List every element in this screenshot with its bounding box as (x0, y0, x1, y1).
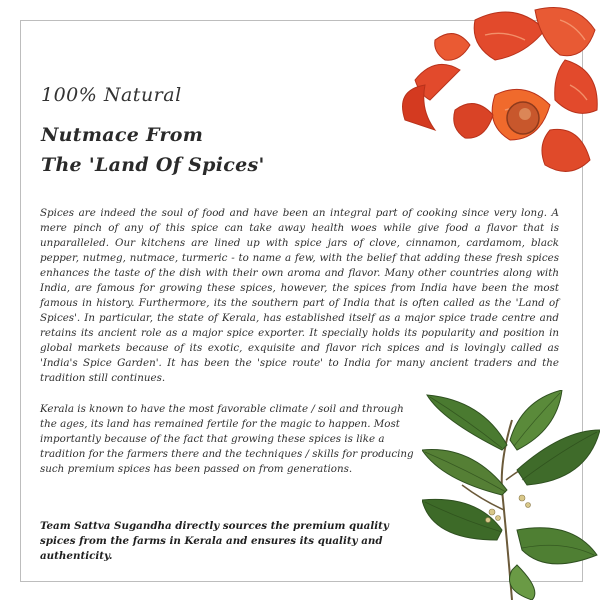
body-paragraph-3: Team Sattva Sugandha directly sources the premium quality spices from the farms in Kerala and ensures its quality and authenticity. (40, 520, 389, 562)
page-title-line-2: The 'Land Of Spices' (41, 154, 265, 176)
body-paragraph-1: Spices are indeed the soul of food and have been an integral part of cooking since very long. A mere pinch of any of this spice can take away health woes while give food a flavor that is unparalleled. Our kitchens are lined up with spice jars of clove, cinnamon, cardamom, black pepper, nutmeg, nutmace, turmeric - to name a few, with the belief that adding these fresh spices enhances the taste of the dish with their own aroma and flavor. Many other countries along with India, are famous for growing these spices, however, the spices from India have been the most famous in history. Furthermore, its the southern part of India that is often called as the 'Land of Spices'. In particular, the state of Kerala, has established itself as a major spice trade centre and retains its ancient role as a major spice exporter. It specially holds its popularity and position in global markets because of its exotic, exquisite and flavor rich spices and is lovingly called as 'India's Spice Garden'. It has been the 'spice route' to India for many ancient traders and the tradition still continues. (40, 207, 559, 384)
page-title-line-1: Nutmace From (41, 124, 204, 146)
body-paragraph-2: Kerala is known to have the most favorable climate / soil and through the ages, its land has remained fertile for the magic to happen. Most importantly because of the fact that growing these spices is like a tradition for the farmers there and the techniques / skills for producing such premium spices has been passed on from generations. (40, 403, 414, 475)
subtitle: 100% Natural (41, 84, 182, 106)
page-title (41, 120, 265, 180)
nutmeg-leaf-branch-icon (422, 390, 600, 600)
nutmace-icon (375, 0, 600, 185)
